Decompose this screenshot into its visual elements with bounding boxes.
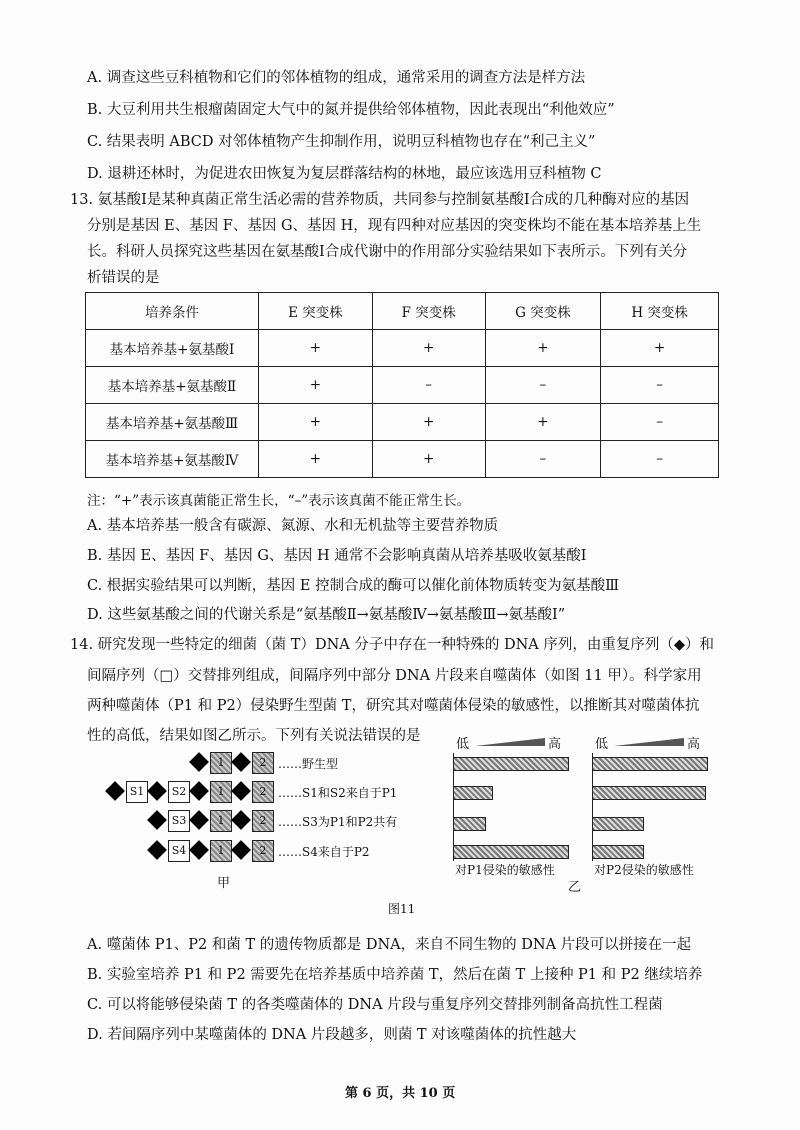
figure-title: 图11 [388,902,416,916]
result-cell: + [485,330,601,367]
repeat-sequence-diamond [189,781,209,801]
condition-cell: 基本培养基+氨基酸Ⅰ [86,330,259,367]
repeat-sequence-diamond [147,810,167,830]
repeat-sequence-diamond [231,810,251,830]
sensitivity-bar [592,757,708,771]
row-label: ……S3为P1和P2共有 [278,815,398,829]
result-cell: – [601,367,719,404]
repeat-number-box: 2 [252,810,274,832]
low-label: 低 [595,737,609,752]
result-cell: + [372,441,485,478]
result-cell: + [485,404,601,441]
q13-option-b: B. 基因 E、基因 F、基因 G、基因 H 通常不会影响真菌从培养基吸收氨基酸Ⅰ [87,548,587,564]
repeat-number-box: 2 [252,752,274,774]
sensitivity-bar [592,786,706,800]
result-cell: + [372,330,485,367]
repeat-sequence-diamond [147,840,167,860]
condition-cell: 基本培养基+氨基酸Ⅱ [86,367,259,404]
repeat-sequence-diamond [231,781,251,801]
sensitivity-bar [453,845,569,859]
spacer-box: S4 [168,840,190,862]
q14-option-b: B. 实验室培养 P1 和 P2 需要先在培养基质中培养菌 T，然后在菌 T 上接种 P1 和 P2 继续培养 [87,967,703,983]
repeat-sequence-diamond [189,810,209,830]
q12-option-a: A. 调查这些豆科植物和它们的邻体植物的组成，通常采用的调查方法是样方法 [87,70,586,86]
repeat-sequence-diamond [231,752,251,772]
q13-stem: 13. 氨基酸Ⅰ是某种真菌正常生活必需的营养物质，共同参与控制氨基酸Ⅰ合成的几种酶对应的基因 [70,192,690,208]
q12-option-c: C. 结果表明 ABCD 对邻体植物产生抑制作用，说明豆科植物也存在“利己主义” [87,134,596,150]
header-cell: F 突变株 [372,293,485,330]
result-cell: + [372,404,485,441]
result-cell: – [485,441,601,478]
sensitivity-bar [453,817,486,831]
result-cell: – [601,441,719,478]
q14-option-d: D. 若间隔序列中某噬菌体的 DNA 片段越多，则菌 T 对该噬菌体的抗性越大 [87,1027,577,1043]
repeat-number-box: 2 [252,840,274,862]
spacer-box: S2 [168,781,190,803]
q14-stem: 两种噬菌体（P1 和 P2）侵染野生型菌 T，研究其对噬菌体侵染的敏感性，以推断其对噬菌体抗 [87,698,700,714]
result-cell: + [259,404,373,441]
q13-stem: 析错误的是 [87,270,160,286]
condition-cell: 基本培养基+氨基酸Ⅳ [86,441,259,478]
sensitivity-bar [592,817,644,831]
figure-jia-caption: 甲 [217,876,231,891]
table-row [86,441,719,478]
q14-stem: 14. 研究发现一些特定的细菌（菌 T）DNA 分子中存在一种特殊的 DNA 序列，由重复序列（◆）和 [70,637,714,653]
q13-option-a: A. 基本培养基一般含有碳源、氮源、水和无机盐等主要营养物质 [87,518,499,534]
condition-cell: 基本培养基+氨基酸Ⅲ [86,404,259,441]
row-label: ……S1和S2来自于P1 [278,786,398,800]
q13-stem: 长。科研人员探究这些基因在氨基酸Ⅰ合成代谢中的作用部分实验结果如下表所示。下列有关分 [87,244,688,260]
header-cell: H 突变株 [601,293,719,330]
q13-option-c: C. 根据实验结果可以判断，基因 E 控制合成的酶可以催化前体物质转变为氨基酸Ⅲ [87,578,620,594]
result-cell: + [259,367,373,404]
row-label: ……野生型 [278,757,339,771]
q14-option-c: C. 可以将能够侵染菌 T 的各类噬菌体的 DNA 片段与重复序列交替排列制备高抗性工程菌 [87,997,663,1013]
figure-yi-caption: 乙 [568,880,582,895]
chart-title: 对P1侵染的敏感性 [455,863,555,877]
table-row [86,367,719,404]
table-header-row [86,293,719,330]
spacer-box: S3 [168,810,190,832]
repeat-number-box: 1 [210,840,232,862]
repeat-number-box: 1 [210,810,232,832]
q12-option-d: D. 退耕还林时，为促进农田恢复为复层群落结构的林地，最应该选用豆科植物 C [87,166,602,182]
q13-table [85,292,719,478]
repeat-sequence-diamond [231,840,251,860]
sensitivity-bar [453,786,493,800]
sensitivity-bar [592,845,644,859]
q13-option-d: D. 这些氨基酸之间的代谢关系是“氨基酸Ⅱ→氨基酸Ⅳ→氨基酸Ⅲ→氨基酸Ⅰ” [87,607,566,623]
page-footer: 第 6 页，共 10 页 [345,1086,456,1101]
header-cell: 培养条件 [86,293,259,330]
result-cell: – [601,404,719,441]
result-cell: + [259,441,373,478]
q14-stem: 性的高低，结果如图乙所示。下列有关说法错误的是 [87,728,421,744]
q13-note: 注：“+”表示该真菌能正常生长，“–”表示该真菌不能正常生长。 [87,493,471,509]
spacer-box: S1 [126,781,148,803]
q12-option-b: B. 大豆利用共生根瘤菌固定大气中的氮并提供给邻体植物，因此表现出“利他效应” [87,102,615,118]
repeat-sequence-diamond [189,840,209,860]
low-label: 低 [456,737,470,752]
table-row [86,330,719,367]
gradient-wedge [475,738,545,746]
high-label: 高 [687,737,701,752]
repeat-number-box: 1 [210,781,232,803]
gradient-wedge [614,738,684,746]
header-cell: G 突变株 [485,293,601,330]
repeat-sequence-diamond [147,781,167,801]
table-row [86,404,719,441]
q14-stem: 间隔序列（□）交替排列组成，间隔序列中部分 DNA 片段来自噬菌体（如图 11 甲）。科学家用 [87,668,702,684]
q13-stem: 分别是基因 E、基因 F、基因 G、基因 H，现有四种对应基因的突变株均不能在基本培养基上生 [87,218,702,234]
high-label: 高 [548,737,562,752]
repeat-sequence-diamond [105,781,125,801]
result-cell: – [485,367,601,404]
chart-title: 对P2侵染的敏感性 [594,863,694,877]
q14-option-a: A. 噬菌体 P1、P2 和菌 T 的遗传物质都是 DNA，来自不同生物的 DNA 片段可以拼接在一起 [87,937,692,953]
row-label: ……S4来自于P2 [278,845,370,859]
sensitivity-bar [453,757,569,771]
result-cell: + [259,330,373,367]
result-cell: + [601,330,719,367]
repeat-number-box: 1 [210,752,232,774]
repeat-number-box: 2 [252,781,274,803]
repeat-sequence-diamond [189,752,209,772]
header-cell: E 突变株 [259,293,373,330]
result-cell: – [372,367,485,404]
